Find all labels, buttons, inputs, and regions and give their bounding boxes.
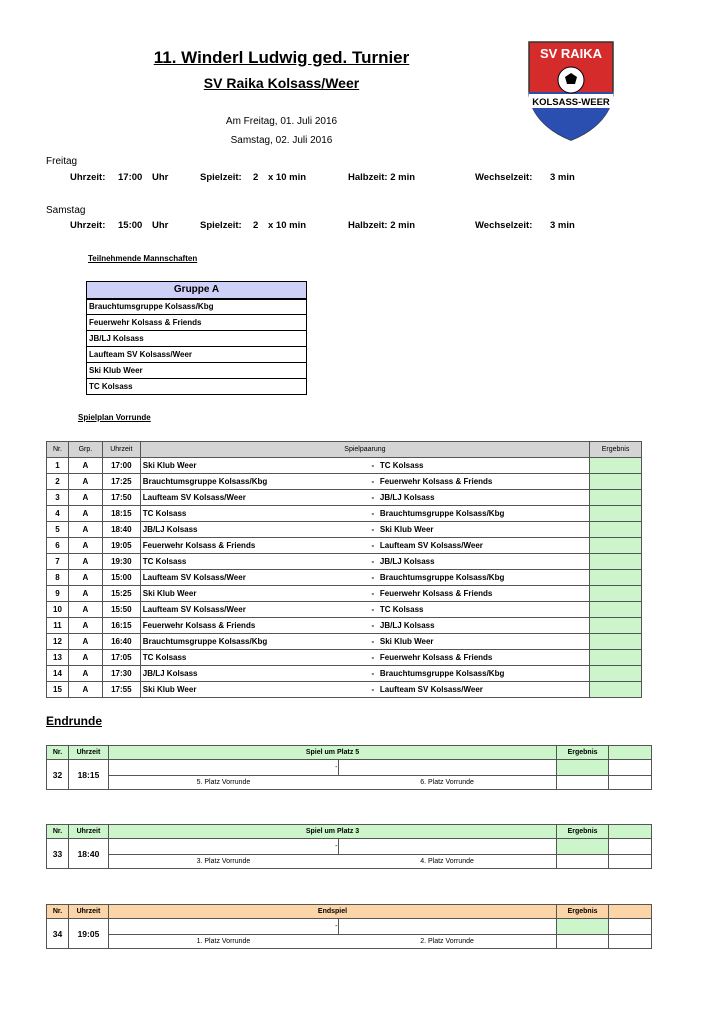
match-time: 19:05 <box>102 538 140 554</box>
saturday-label: Samstag <box>46 205 86 216</box>
table-row: Feuerwehr Kolsass & Friends <box>87 315 307 331</box>
col-result: Ergebnis <box>590 442 642 458</box>
match-nr: 9 <box>47 586 69 602</box>
match-time: 17:50 <box>102 490 140 506</box>
table-row: TC Kolsass <box>87 379 307 395</box>
match-separator: - <box>371 461 375 470</box>
table-row: JB/LJ Kolsass <box>87 331 307 347</box>
final-header-row <box>47 825 652 839</box>
match-group: A <box>68 522 102 538</box>
final-nr: 33 <box>47 839 69 869</box>
match-home: TC Kolsass <box>140 506 364 522</box>
final-home: 3. Platz Vorrunde <box>108 855 338 869</box>
match-separator: - <box>371 541 375 550</box>
match-result <box>590 634 642 650</box>
match-separator: - <box>371 525 375 534</box>
match-nr: 7 <box>47 554 69 570</box>
table-row <box>47 506 642 522</box>
match-away: - JB/LJ Kolsass <box>364 490 590 506</box>
table-row <box>47 538 642 554</box>
match-nr: 1 <box>47 458 69 474</box>
match-home: JB/LJ Kolsass <box>140 522 364 538</box>
match-away: - Feuerwehr Kolsass & Friends <box>364 586 590 602</box>
friday-schedule-row: Uhrzeit: 17:00 Uhr Spielzeit: 2 x 10 min Halbzeit: 2 min Wechselzeit: 3 min <box>70 172 575 183</box>
final-title: Spiel um Platz 5 <box>108 746 556 760</box>
col-nr: Nr. <box>47 746 69 760</box>
col-nr: Nr. <box>47 442 69 458</box>
match-away: - Laufteam SV Kolsass/Weer <box>364 538 590 554</box>
match-result <box>590 474 642 490</box>
col-time: Uhrzeit <box>102 442 140 458</box>
match-nr: 3 <box>47 490 69 506</box>
match-home: JB/LJ Kolsass <box>140 666 364 682</box>
match-nr: 12 <box>47 634 69 650</box>
schedule-table <box>46 441 642 698</box>
final-result-cell <box>557 919 609 935</box>
table-row: Brauchtumsgruppe Kolsass/Kbg <box>87 299 307 315</box>
plan-section-label: Spielplan Vorrunde <box>78 413 151 422</box>
table-row <box>47 474 642 490</box>
match-home: Feuerwehr Kolsass & Friends <box>140 618 364 634</box>
col-extra <box>609 825 652 839</box>
match-home: Ski Klub Weer <box>140 586 364 602</box>
saturday-schedule-row: Uhrzeit: 15:00 Uhr Spielzeit: 2 x 10 min Halbzeit: 2 min Wechselzeit: 3 min <box>70 220 575 231</box>
col-result: Ergebnis <box>557 905 609 919</box>
match-away: - Ski Klub Weer <box>364 522 590 538</box>
table-row <box>47 666 642 682</box>
match-group: A <box>68 682 102 698</box>
match-home: Brauchtumsgruppe Kolsass/Kbg <box>140 474 364 490</box>
final-separator: - <box>108 919 338 935</box>
final-time: 18:15 <box>68 760 108 790</box>
match-separator: - <box>371 621 375 630</box>
match-away: - Brauchtumsgruppe Kolsass/Kbg <box>364 506 590 522</box>
match-home: Ski Klub Weer <box>140 458 364 474</box>
final-time: 18:40 <box>68 839 108 869</box>
match-result <box>590 554 642 570</box>
final-separator: - <box>108 839 338 855</box>
match-separator: - <box>371 509 375 518</box>
match-result <box>590 506 642 522</box>
col-time: Uhrzeit <box>68 825 108 839</box>
match-home: Brauchtumsgruppe Kolsass/Kbg <box>140 634 364 650</box>
match-nr: 6 <box>47 538 69 554</box>
match-group: A <box>68 570 102 586</box>
final-title: Spiel um Platz 3 <box>108 825 556 839</box>
match-time: 16:40 <box>102 634 140 650</box>
match-group: A <box>68 618 102 634</box>
match-time: 18:40 <box>102 522 140 538</box>
match-group: A <box>68 554 102 570</box>
final-result-cell <box>557 760 609 776</box>
logo-top-text: SV RAIKA <box>539 46 603 61</box>
match-group: A <box>68 634 102 650</box>
col-extra <box>609 905 652 919</box>
match-time: 17:00 <box>102 458 140 474</box>
final-header-row <box>47 905 652 919</box>
match-nr: 10 <box>47 602 69 618</box>
col-time: Uhrzeit <box>68 905 108 919</box>
match-separator: - <box>371 685 375 694</box>
table-row <box>47 618 642 634</box>
page-title: 11. Winderl Ludwig ged. Turnier <box>153 48 410 67</box>
match-separator: - <box>371 493 375 502</box>
final-home: 1. Platz Vorrunde <box>108 935 338 949</box>
match-group: A <box>68 650 102 666</box>
match-group: A <box>68 506 102 522</box>
final-match-table <box>46 745 652 790</box>
table-row <box>47 586 642 602</box>
match-group: A <box>68 602 102 618</box>
match-separator: - <box>371 573 375 582</box>
match-separator: - <box>371 589 375 598</box>
match-time: 17:30 <box>102 666 140 682</box>
match-group: A <box>68 586 102 602</box>
match-home: TC Kolsass <box>140 650 364 666</box>
col-result: Ergebnis <box>557 825 609 839</box>
col-pairing: Spielpaarung <box>140 442 589 458</box>
match-result <box>590 618 642 634</box>
match-home: Feuerwehr Kolsass & Friends <box>140 538 364 554</box>
match-nr: 15 <box>47 682 69 698</box>
match-nr: 4 <box>47 506 69 522</box>
match-separator: - <box>371 477 375 486</box>
match-time: 17:25 <box>102 474 140 490</box>
match-separator: - <box>371 653 375 662</box>
match-home: Laufteam SV Kolsass/Weer <box>140 490 364 506</box>
match-result <box>590 666 642 682</box>
date-line-1: Am Freitag, 01. Juli 2016 <box>225 116 338 127</box>
endrunde-label: Endrunde <box>46 714 102 728</box>
match-group: A <box>68 474 102 490</box>
table-row <box>47 570 642 586</box>
match-separator: - <box>371 637 375 646</box>
match-nr: 5 <box>47 522 69 538</box>
match-nr: 13 <box>47 650 69 666</box>
logo-bottom-text: KOLSASS-WEER <box>532 97 610 108</box>
match-time: 18:15 <box>102 506 140 522</box>
match-home: Laufteam SV Kolsass/Weer <box>140 602 364 618</box>
match-group: A <box>68 458 102 474</box>
match-group: A <box>68 490 102 506</box>
table-row: Ski Klub Weer <box>87 363 307 379</box>
match-result <box>590 522 642 538</box>
col-nr: Nr. <box>47 825 69 839</box>
final-away: 4. Platz Vorrunde <box>338 855 557 869</box>
final-result-cell <box>557 839 609 855</box>
match-away: - Ski Klub Weer <box>364 634 590 650</box>
final-title: Endspiel <box>108 905 556 919</box>
col-nr: Nr. <box>47 905 69 919</box>
match-home: TC Kolsass <box>140 554 364 570</box>
table-row <box>47 602 642 618</box>
group-name: Gruppe A <box>87 282 307 299</box>
match-away: - TC Kolsass <box>364 602 590 618</box>
match-result <box>590 650 642 666</box>
match-home: Ski Klub Weer <box>140 682 364 698</box>
final-time: 19:05 <box>68 919 108 949</box>
match-nr: 11 <box>47 618 69 634</box>
match-time: 19:30 <box>102 554 140 570</box>
final-header-row <box>47 746 652 760</box>
match-away: - Feuerwehr Kolsass & Friends <box>364 474 590 490</box>
match-result <box>590 458 642 474</box>
table-row <box>47 682 642 698</box>
date-line-2: Samstag, 02. Juli 2016 <box>230 135 333 146</box>
match-result <box>590 570 642 586</box>
match-time: 15:50 <box>102 602 140 618</box>
table-row <box>47 634 642 650</box>
col-result: Ergebnis <box>557 746 609 760</box>
match-nr: 8 <box>47 570 69 586</box>
match-time: 15:25 <box>102 586 140 602</box>
table-row <box>47 650 642 666</box>
match-group: A <box>68 538 102 554</box>
table-row <box>47 458 642 474</box>
table-row <box>47 522 642 538</box>
match-result <box>590 682 642 698</box>
match-nr: 14 <box>47 666 69 682</box>
final-away: 2. Platz Vorrunde <box>338 935 557 949</box>
table-row: Laufteam SV Kolsass/Weer <box>87 347 307 363</box>
club-logo-icon <box>527 40 615 142</box>
match-separator: - <box>371 669 375 678</box>
match-home: Laufteam SV Kolsass/Weer <box>140 570 364 586</box>
match-time: 16:15 <box>102 618 140 634</box>
match-result <box>590 602 642 618</box>
final-match-table <box>46 824 652 869</box>
match-separator: - <box>371 557 375 566</box>
col-time: Uhrzeit <box>68 746 108 760</box>
final-separator: - <box>108 760 338 776</box>
final-nr: 32 <box>47 760 69 790</box>
match-time: 17:05 <box>102 650 140 666</box>
match-away: - JB/LJ Kolsass <box>364 554 590 570</box>
col-extra <box>609 746 652 760</box>
table-row <box>47 490 642 506</box>
match-away: - Feuerwehr Kolsass & Friends <box>364 650 590 666</box>
match-away: - Laufteam SV Kolsass/Weer <box>364 682 590 698</box>
match-time: 17:55 <box>102 682 140 698</box>
friday-label: Freitag <box>46 156 78 167</box>
match-time: 15:00 <box>102 570 140 586</box>
match-nr: 2 <box>47 474 69 490</box>
group-table <box>86 281 307 395</box>
final-home: 5. Platz Vorrunde <box>108 776 338 790</box>
teams-section-label: Teilnehmende Mannschaften <box>88 254 198 263</box>
match-away: - Brauchtumsgruppe Kolsass/Kbg <box>364 570 590 586</box>
match-separator: - <box>371 605 375 614</box>
match-away: - TC Kolsass <box>364 458 590 474</box>
match-group: A <box>68 666 102 682</box>
final-away: 6. Platz Vorrunde <box>338 776 557 790</box>
table-row <box>47 554 642 570</box>
match-result <box>590 586 642 602</box>
final-nr: 34 <box>47 919 69 949</box>
match-away: - Brauchtumsgruppe Kolsass/Kbg <box>364 666 590 682</box>
col-grp: Grp. <box>68 442 102 458</box>
page-subtitle: SV Raika Kolsass/Weer <box>203 75 360 91</box>
match-away: - JB/LJ Kolsass <box>364 618 590 634</box>
match-result <box>590 538 642 554</box>
match-result <box>590 490 642 506</box>
final-match-table <box>46 904 652 949</box>
